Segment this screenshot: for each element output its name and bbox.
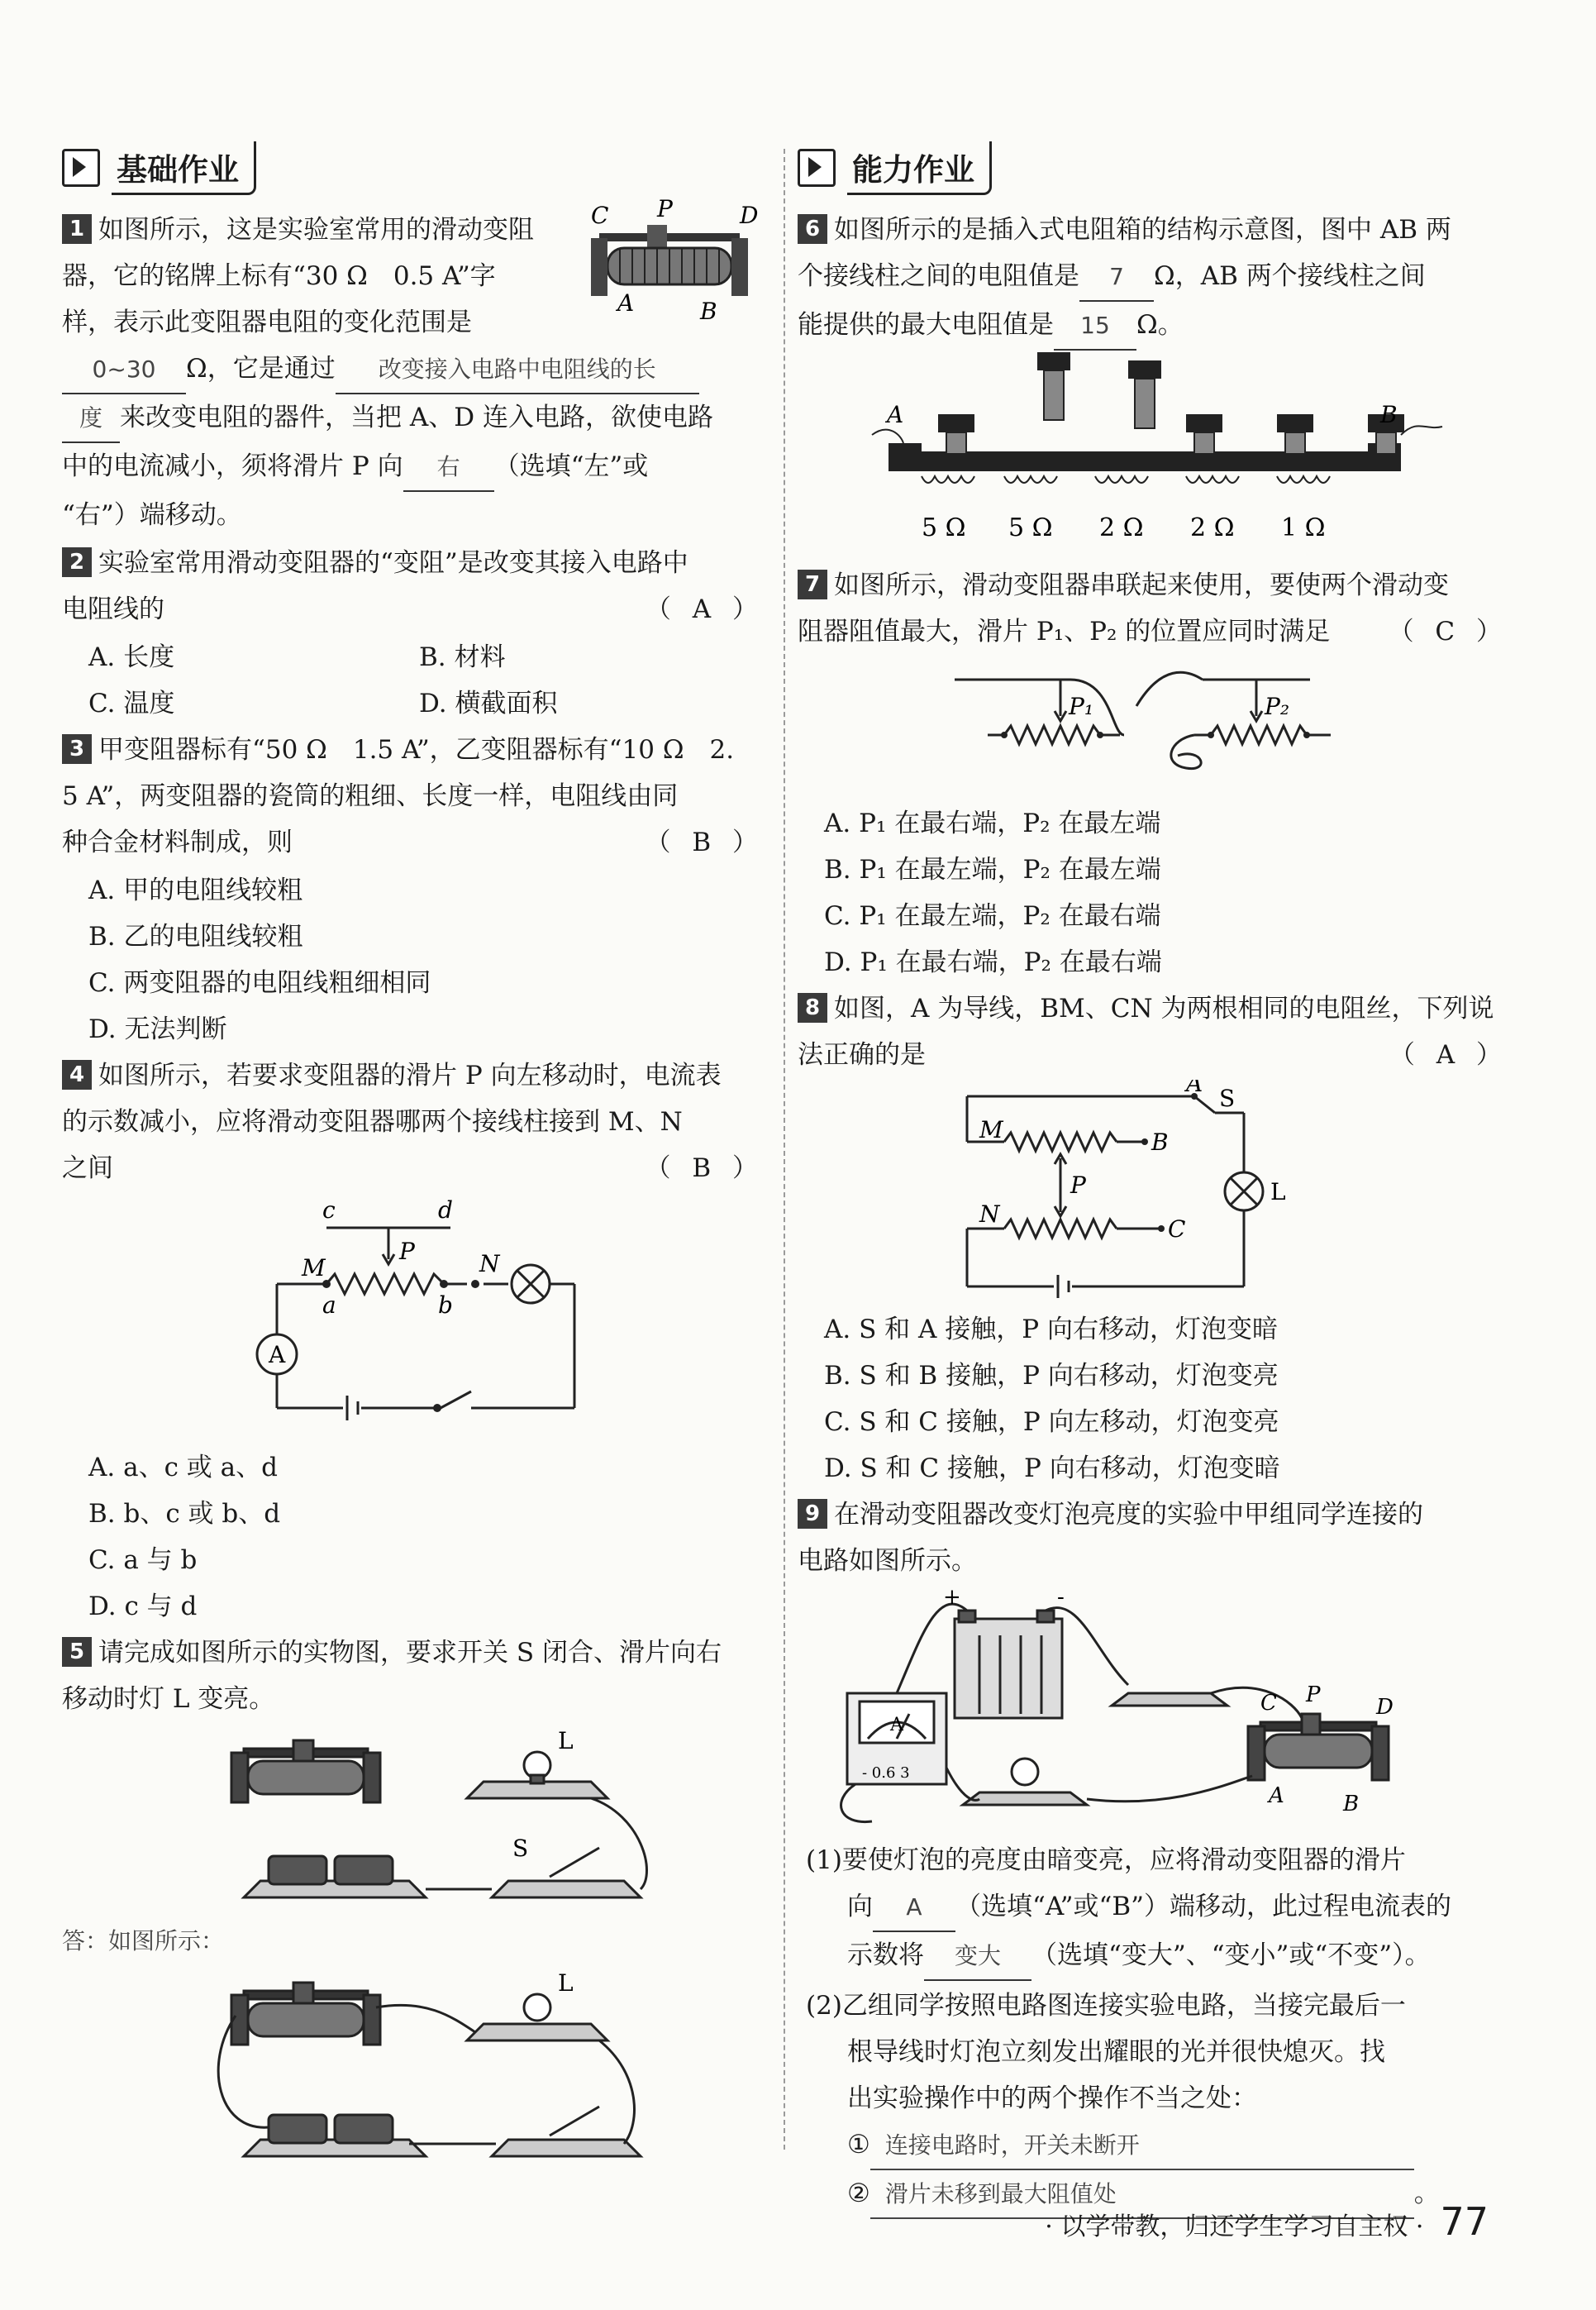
ammeter-label: A <box>269 1341 286 1368</box>
label-p1: P₁ <box>1069 693 1094 720</box>
q9-part-2 <box>798 1983 1508 2219</box>
resistor-label: 5 Ω <box>922 513 966 542</box>
q8-text-b: 法正确的是 <box>798 1040 926 1070</box>
q9-p1-text-e: （选填“变大”、“变小”或“不变”）。 <box>1031 1940 1431 1970</box>
q4-options <box>62 1444 765 1630</box>
question-7 <box>798 562 1508 655</box>
option-b: B. P₁ 在最左端，P₂ 在最左端 <box>824 855 1161 885</box>
q5-text-a: 请完成如图所示的实物图，要求开关 S 闭合、滑片向右 <box>98 1638 722 1668</box>
q8-options <box>798 1306 1508 1491</box>
q8-answer: （ A ） <box>1389 1040 1508 1070</box>
q9-p2-text-c: 出实验操作中的两个操作不当之处： <box>847 2083 1257 2113</box>
q3-text-b: 5 A”，两变阻器的瓷筒的粗细、长度一样，电阻线由同 <box>62 781 679 811</box>
label-l: L <box>1270 1178 1286 1205</box>
q6-answer-max: 15 <box>1054 303 1136 351</box>
column-divider <box>784 149 785 2150</box>
option-c: C. a 与 b <box>88 1545 198 1575</box>
label-m: M <box>979 1116 1003 1143</box>
q1-text-g: （选填“左”或 <box>493 451 649 481</box>
ammeter-scale: - 0.6 3 <box>862 1764 910 1782</box>
label-a: A <box>1269 1783 1284 1808</box>
option-d: D. S 和 C 接触，P 向右移动，灯泡变暗 <box>824 1453 1280 1483</box>
question-8 <box>798 986 1508 1078</box>
q9-p1-text-d: 示数将 <box>847 1940 924 1970</box>
label-m: M <box>302 1254 326 1281</box>
option-b: B. S 和 B 接触，P 向右移动，灯泡变亮 <box>824 1361 1279 1391</box>
q6-answer-resistance: 7 <box>1079 254 1154 302</box>
label-a: A <box>1186 1080 1203 1097</box>
q1-text-b: 器，它的铭牌上标有“30 Ω 0.5 A”字 <box>62 261 496 291</box>
label-l: L <box>558 1727 574 1754</box>
question-number: 4 <box>62 1060 92 1090</box>
q7-rheostat-diagram <box>798 656 1508 797</box>
q9-p1-text-b: 向 <box>847 1892 873 1921</box>
error-2-label: ② <box>847 2179 870 2208</box>
q4-text-a: 如图所示，若要求变阻器的滑片 P 向左移动时，电流表 <box>98 1061 722 1091</box>
q9-text-b: 电路如图所示。 <box>798 1546 977 1576</box>
label-b: B <box>1343 1792 1360 1816</box>
option-a: A. 长度 <box>88 642 175 672</box>
section-title: 基础作业 <box>112 141 256 195</box>
label-p: P <box>1306 1682 1321 1707</box>
ammeter-label: A <box>890 1715 903 1735</box>
label-minus: - <box>1057 1586 1065 1610</box>
label-d: D <box>1376 1695 1394 1720</box>
option-c: C. 两变阻器的电阻线粗细相同 <box>88 968 431 998</box>
q2-text-b: 电阻线的 <box>62 594 164 624</box>
answer-label: 答：如图所示： <box>62 1927 225 1954</box>
question-number: 3 <box>62 734 92 764</box>
option-d: D. P₁ 在最右端，P₂ 在最右端 <box>824 947 1162 977</box>
q1-answer-direction: 右 <box>403 444 494 492</box>
question-number: 5 <box>62 1637 92 1667</box>
q6-text-c: Ω，AB 两个接线柱之间 <box>1154 261 1426 291</box>
label-a: a <box>322 1291 336 1319</box>
q6-text-b: 个接线柱之间的电阻值是 <box>798 261 1079 291</box>
section-arrow-icon <box>798 149 836 187</box>
q9-text-a: 在滑动变阻器改变灯泡亮度的实验中甲组同学连接的 <box>834 1500 1423 1530</box>
q5-apparatus-figure <box>62 1724 765 1914</box>
q5-answer <box>62 1917 765 1964</box>
resistance-box-figure <box>798 352 1508 559</box>
page-number: 77 <box>1440 2199 1489 2244</box>
q9-apparatus-figure <box>798 1586 1508 1834</box>
q1-text-e: 来改变电阻的器件，当把 A、D 连入电路，欲使电路 <box>120 403 713 432</box>
q5-text-b: 移动时灯 L 变亮。 <box>62 1684 275 1714</box>
label-a: A <box>887 401 904 428</box>
question-1 <box>62 198 765 538</box>
q9-answer-direction: A <box>873 1884 955 1932</box>
q9-answer-error-2: 滑片未移到最大阻值处 <box>870 2171 1414 2219</box>
label-c: C <box>1168 1215 1186 1243</box>
q1-text-a: 如图所示，这是实验室常用的滑动变阻 <box>98 215 534 245</box>
option-d: D. 无法判断 <box>88 1014 227 1044</box>
label-n: N <box>479 1250 500 1277</box>
error-1-label: ① <box>847 2130 870 2160</box>
question-4 <box>62 1052 765 1191</box>
label-b: B <box>1380 401 1398 428</box>
page-footer <box>1045 2199 1489 2244</box>
resistor-label: 2 Ω <box>1190 513 1235 542</box>
label-d: d <box>438 1196 453 1224</box>
option-a: A. S 和 A 接触，P 向右移动，灯泡变暗 <box>824 1315 1278 1344</box>
q8-circuit-diagram <box>798 1080 1508 1303</box>
left-column <box>62 141 765 2176</box>
label-p2: P₂ <box>1265 693 1290 720</box>
q1-text-h: “右”）端移动。 <box>62 500 242 530</box>
option-a: A. a、c 或 a、d <box>88 1453 278 1482</box>
q1-text-f: 中的电流减小，须将滑片 P 向 <box>62 451 403 481</box>
q1-answer-method-a: 改变接入电路中电阻线的长 <box>336 346 699 394</box>
footer-motto: · 以学带教，归还学生学习自主权 · <box>1045 2212 1424 2241</box>
q1-answer-method-b: 度 <box>62 395 120 443</box>
q3-answer: （ B ） <box>645 828 765 857</box>
q7-text-a: 如图所示，滑动变阻器串联起来使用，要使两个滑动变 <box>834 570 1449 600</box>
question-2 <box>62 540 765 632</box>
option-d: D. c 与 d <box>88 1592 198 1621</box>
q8-text-a: 如图，A 为导线，BM、CN 为两根相同的电阻丝，下列说 <box>834 994 1494 1024</box>
battery <box>244 1856 426 1897</box>
question-number: 7 <box>798 570 827 599</box>
label-p: P <box>657 198 673 222</box>
q4-answer: （ B ） <box>645 1153 765 1183</box>
label-c: C <box>591 202 609 229</box>
label-s: S <box>512 1835 529 1862</box>
label-c: c <box>322 1196 336 1224</box>
q2-answer: （ A ） <box>645 594 765 624</box>
q7-text-b: 阻器阻值最大，滑片 P₁、P₂ 的位置应同时满足 <box>798 617 1331 647</box>
rheostat-figure <box>574 198 765 322</box>
q9-p1-text-c: （选填“A”或“B”）端移动，此过程电流表的 <box>955 1892 1452 1921</box>
label-c: C <box>1260 1691 1277 1716</box>
rheostat <box>231 1740 380 1802</box>
section-arrow-icon <box>62 149 100 187</box>
q6-text-e: Ω。 <box>1136 310 1184 340</box>
label-b: B <box>700 298 717 322</box>
q1-answer-range: 0~30 <box>62 346 186 394</box>
resistor-label: 2 Ω <box>1099 513 1144 542</box>
section-header-ability <box>798 141 1508 195</box>
q7-options <box>798 800 1508 986</box>
q3-text-c: 种合金材料制成，则 <box>62 828 293 857</box>
label-p: P <box>1070 1172 1086 1199</box>
q9-p1-text-a: (1)要使灯泡的亮度由暗变亮，应将滑动变阻器的滑片 <box>806 1845 1406 1875</box>
option-a: A. P₁ 在最右端，P₂ 在最左端 <box>824 809 1161 838</box>
q7-answer: （ C ） <box>1388 617 1508 647</box>
label-s: S <box>1219 1085 1236 1112</box>
q9-answer-error-1: 连接电路时，开关未断开 <box>870 2122 1414 2170</box>
q5-answer-figure <box>62 1966 765 2173</box>
question-6 <box>798 207 1508 351</box>
option-d: D. 横截面积 <box>419 689 558 718</box>
section-header-basic <box>62 141 765 195</box>
q3-text-a: 甲变阻器标有“50 Ω 1.5 A”，乙变阻器标有“10 Ω 2. <box>98 735 735 765</box>
q3-options <box>62 867 765 1052</box>
option-b: B. 材料 <box>419 642 506 672</box>
label-p: P <box>399 1238 415 1265</box>
option-a: A. 甲的电阻线较粗 <box>88 876 303 905</box>
q2-text-a: 实验室常用滑动变阻器的“变阻”是改变其接入电路中 <box>98 548 688 578</box>
label-b: B <box>1151 1129 1169 1156</box>
q4-circuit-diagram <box>62 1193 765 1441</box>
q6-text-d: 能提供的最大电阻值是 <box>798 310 1054 340</box>
q9-part-1 <box>798 1837 1508 1981</box>
question-number: 9 <box>798 1499 827 1529</box>
label-l: L <box>558 1969 574 1997</box>
label-d: D <box>740 202 759 229</box>
question-number: 6 <box>798 214 827 244</box>
q2-options <box>62 634 765 727</box>
label-b: b <box>438 1291 453 1319</box>
question-number: 1 <box>62 214 92 244</box>
label-a: A <box>617 289 635 317</box>
q6-text-a: 如图所示的是插入式电阻箱的结构示意图，图中 AB 两 <box>834 215 1451 245</box>
right-column <box>798 141 1508 2221</box>
option-c: C. 温度 <box>88 689 175 718</box>
question-number: 8 <box>798 993 827 1023</box>
q9-p2-text-a: (2)乙组同学按照电路图连接实验电路，当接完最后一 <box>806 1991 1406 2021</box>
q1-text-d: Ω，它是通过 <box>186 354 336 384</box>
label-n: N <box>979 1200 1000 1228</box>
resistor-label: 1 Ω <box>1281 513 1326 542</box>
option-b: B. 乙的电阻线较粗 <box>88 922 303 952</box>
q9-answer-change: 变大 <box>924 1933 1031 1981</box>
q9-p2-text-b: 根导线时灯泡立刻发出耀眼的光并很快熄灭。找 <box>847 2037 1385 2067</box>
option-b: B. b、c 或 b、d <box>88 1499 281 1529</box>
option-c: C. S 和 C 接触，P 向左移动，灯泡变亮 <box>824 1407 1279 1437</box>
q4-text-c: 之间 <box>62 1153 113 1183</box>
q4-text-b: 的示数减小，应将滑动变阻器哪两个接线柱接到 M、N <box>62 1107 683 1137</box>
error-2-end: 。 <box>1413 2179 1440 2208</box>
question-3 <box>62 727 765 866</box>
label-plus: + <box>943 1586 961 1610</box>
lamp <box>467 1752 607 1798</box>
option-c: C. P₁ 在最左端，P₂ 在最右端 <box>824 901 1161 931</box>
q1-text-c: 样，表示此变阻器电阻的变化范围是 <box>62 308 472 337</box>
question-number: 2 <box>62 547 92 577</box>
resistor-label: 5 Ω <box>1008 513 1053 542</box>
question-5 <box>62 1630 765 1722</box>
question-9 <box>798 1491 1508 1584</box>
section-title: 能力作业 <box>847 141 992 195</box>
